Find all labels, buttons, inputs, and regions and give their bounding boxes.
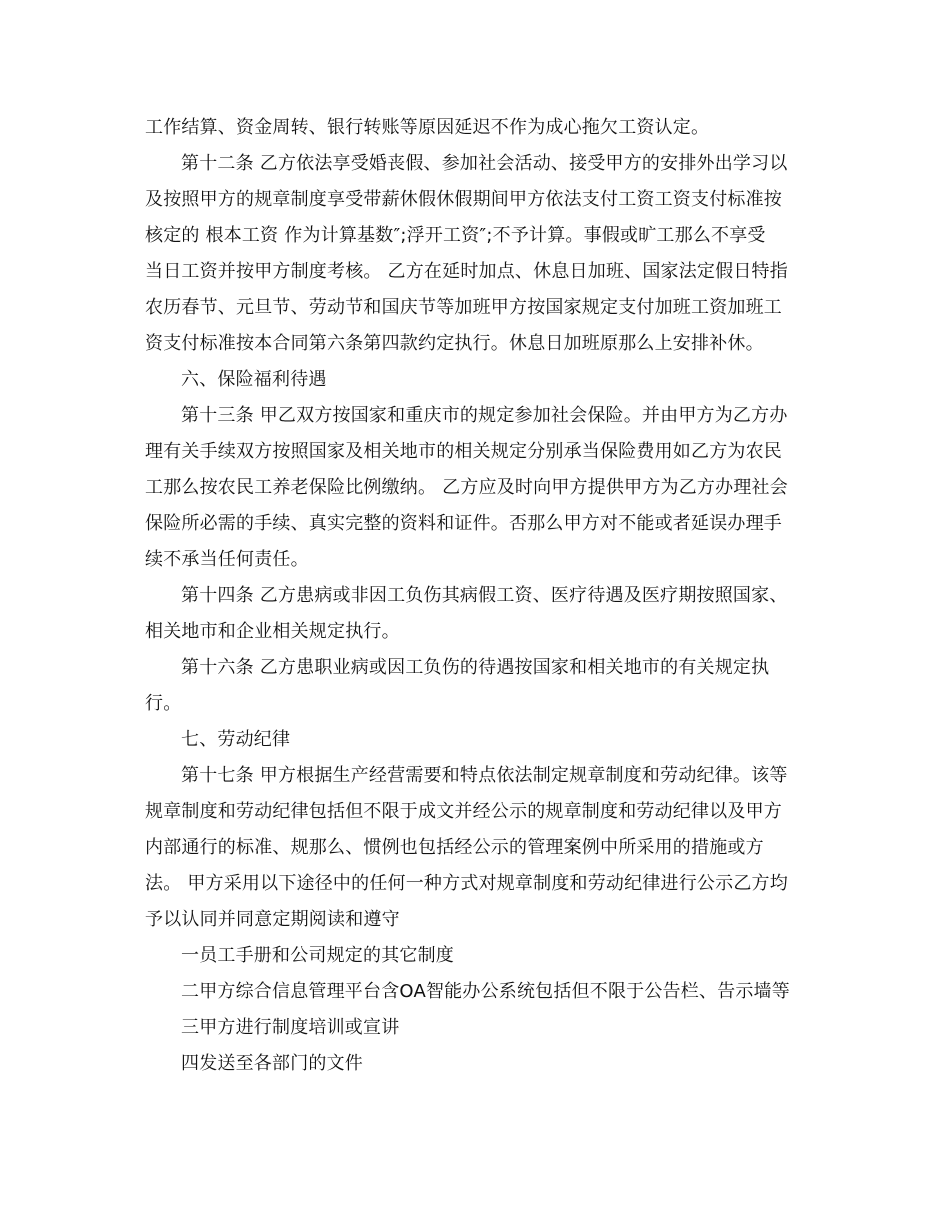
text-line: 保险所必需的手续、真实完整的资料和证件。否那么甲方对不能或者延误办理手: [145, 513, 782, 534]
section-heading-discipline: 七、劳动纪律: [181, 729, 291, 750]
text-line: 行。: [145, 693, 182, 714]
text-line: 资支付标准按本合同第六条第四款约定执行。休息日加班原那么上安排补休。: [145, 333, 764, 354]
text-line: 理有关手续双方按照国家及相关地市的相关规定分别承当保险费用如乙方为农民: [145, 441, 782, 462]
article-13-line: 第十三条 甲乙双方按国家和重庆市的规定参加社会保险。并由甲方为乙方办: [181, 405, 788, 426]
text-line: 相关地市和企业相关规定执行。: [145, 621, 400, 642]
text-line: 续不承当任何责任。: [145, 549, 309, 570]
document-body: [145, 110, 810, 1082]
text-line: 规章制度和劳动纪律包括但不限于成文并经公示的规章制度和劳动纪律以及甲方: [145, 801, 782, 822]
text-line: 核定的 根本工资 作为计算基数″;浮开工资″;不予计算。事假或旷工那么不享受: [145, 225, 766, 246]
text-line: 内部通行的标准、规那么、惯例也包括经公示的管理案例中所采用的措施或方: [145, 837, 764, 858]
section-heading-insurance: 六、保险福利待遇: [181, 369, 327, 390]
list-item-2: 二甲方综合信息管理平台含OA智能办公系统包括但不限于公告栏、告示墙等: [181, 981, 790, 1002]
list-item-1: 一员工手册和公司规定的其它制度: [181, 945, 454, 966]
list-item-4: 四发送至各部门的文件: [181, 1053, 363, 1074]
text-line: 当日工资并按甲方制度考核。 乙方在延时加点、休息日加班、国家法定假日特指: [145, 261, 788, 282]
article-12-line: 第十二条 乙方依法享受婚丧假、参加社会活动、接受甲方的安排外出学习以: [181, 153, 788, 174]
text-line: 及按照甲方的规章制度享受带薪休假休假期间甲方依法支付工资工资支付标准按: [145, 189, 782, 210]
article-14-line: 第十四条 乙方患病或非因工负伤其病假工资、医疗待遇及医疗期按照国家、: [181, 585, 788, 606]
text-line: 工作结算、资金周转、银行转账等原因延迟不作为成心拖欠工资认定。: [145, 117, 710, 138]
article-17-line: 第十七条 甲方根据生产经营需要和特点依法制定规章制度和劳动纪律。该等: [181, 765, 788, 786]
text-line: 予以认同并同意定期阅读和遵守: [145, 909, 400, 930]
text-line: 法。 甲方采用以下途径中的任何一种方式对规章制度和劳动纪律进行公示乙方均: [145, 873, 788, 894]
article-16-line: 第十六条 乙方患职业病或因工负伤的待遇按国家和相关地市的有关规定执: [181, 657, 770, 678]
text-line: 工那么按农民工养老保险比例缴纳。 乙方应及时向甲方提供甲方为乙方办理社会: [145, 477, 788, 498]
text-line: 农历春节、元旦节、劳动节和国庆节等加班甲方按国家规定支付加班工资加班工: [145, 297, 782, 318]
list-item-3: 三甲方进行制度培训或宣讲: [181, 1017, 400, 1038]
